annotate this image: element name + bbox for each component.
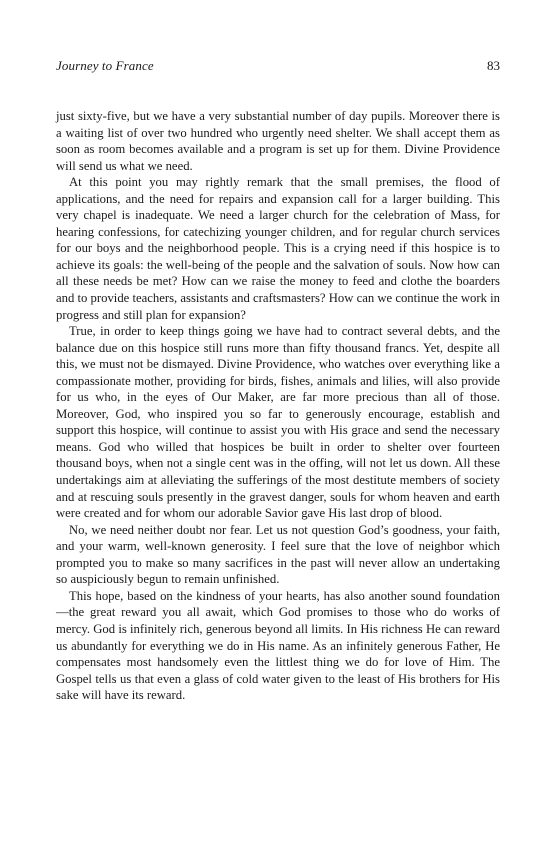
body-text	[56, 108, 500, 704]
paragraph: just sixty-five, but we have a very substantial number of day pupils. Moreover there is a waiting list of over two hundred who urgently need shelter. We shall accept them as soon as room becomes available and a program is set up for them. Divine Providence will send us what we need.	[56, 109, 500, 173]
book-page	[56, 58, 500, 704]
paragraph: No, we need neither doubt nor fear. Let us not question God’s goodness, your faith, and your warm, well-known generosity. I feel sure that the love of neighbor which prompted you to make so many sacrifices in the past will never allow an undertaking so auspiciously begun to remain unfinished.	[56, 522, 500, 587]
paragraph: True, in order to keep things going we have had to contract several debts, and the balance due on this hospice still runs more than fifty thousand francs. Yet, despite all this, we must not be dismayed. Divine Providence, who watches over everything like a compassionate mother, providing for birds, fishes, animals and lilies, will also provide for us who, in the eyes of Our Maker, are far more precious than all of those. Moreover, God, who inspired you so far to generously encourage, establish and support this hospice, will continue to assist you with His grace and send the necessary means. God who willed that hospices be built in order to shelter over fourteen thousand boys, when not a single cent was in the offing, will not let us down. All these undertakings aim at alleviating the sufferings of the most destitute members of society and at rescuing souls presently in the gravest danger, souls for whom heaven and earth were created and for whom our adorable Savior gave His last drop of blood.	[56, 324, 500, 521]
running-title: Journey to France	[56, 58, 154, 73]
paragraph: This hope, based on the kindness of your hearts, has also another sound foundation—the great reward you all await, which God promises to those who do works of mercy. God is infinitely rich, generous beyond all limits. In His richness He can reward us abundantly for everything we do in His name. As an infinitely generous Father, He compensates most handsomely even the littlest thing we do for love of Him. The Gospel tells us that even a glass of cold water given to the least of His brothers for His sake will have its reward.	[56, 588, 500, 703]
running-head	[56, 58, 500, 74]
page-number: 83	[487, 58, 500, 73]
paragraph: At this point you may rightly remark that the small premises, the flood of applications, and the need for repairs and expansion call for a larger building. This very chapel is inadequate. We need a larger church for the celebration of Mass, for hearing confessions, for catechizing younger children, and for regular church services for our boys and the neighborhood people. This is a crying need if this hospice is to achieve its goals: the well-being of the people and the salvation of souls. Now how can all these needs be met? How can we raise the money to feed and clothe the boarders and to provide teachers, assistants and craftsmasters? How can we continue the work in progress and still plan for expansion?	[56, 175, 500, 322]
